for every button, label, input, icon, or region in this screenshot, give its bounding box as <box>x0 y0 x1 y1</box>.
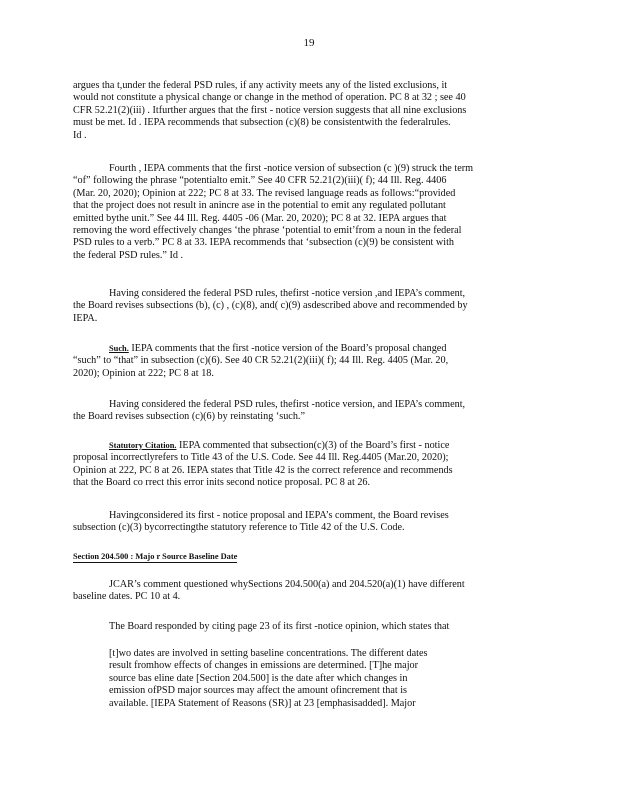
quote-line: emission ofPSD major sources may affect the amount ofincrement that is <box>109 685 408 697</box>
text-line: emitted bythe unit.” See 44 Ill. Reg. 4405 -06 (Mar. 20, 2020); PC 8 at 32. IEPA argues that <box>73 212 447 224</box>
text-line: Opinion at 222, PC 8 at 26. IEPA states that Title 42 is the correct reference and recommends <box>73 464 453 476</box>
text-line: Id . <box>73 129 87 141</box>
text-line: must be met. Id . IEPA recommends that subsection (c)(8) be consistentwith the federalrules. <box>73 117 451 129</box>
text-line: proposal incorrectlyrefers to Title 43 of the U.S. Code. See 44 Ill. Reg.4405 (Mar.20, 2020); <box>73 452 449 464</box>
text-line: baseline dates. PC 10 at 4. <box>73 591 181 603</box>
text-line: that the project does not result in anincre ase in the potential to emit any regulated pollutant <box>73 200 446 212</box>
text-line: Having considered the federal PSD rules, thefirst -notice version ,and IEPA’s comment, <box>109 288 466 299</box>
run-in-heading: Such. <box>109 344 129 353</box>
text-line: JCAR’s comment questioned whySections 204.500(a) and 204.520(a)(1) have different <box>109 579 465 590</box>
section-heading-text: Section 204.500 : Majo r Source Baseline Date <box>73 552 238 561</box>
paragraph-statutory-citation <box>73 440 541 490</box>
text-line: IEPA. <box>73 312 98 324</box>
paragraph-board-revises-1 <box>73 288 541 325</box>
text-line: “such” to “that” in subsection (c)(6). See 40 CR 52.21(2)(iii)( f); 44 Ill. Reg. 4405 (Mar. 20, <box>73 355 449 367</box>
text-line: Fourth , IEPA comments that the first -notice version of subsection (c )(9) struck the term <box>109 163 474 174</box>
paragraph-board-revises-2 <box>73 399 541 424</box>
text-run: IEPA comments that the first -notice version of the Board’s proposal changed <box>131 343 447 354</box>
paragraph-jcar <box>73 579 541 604</box>
text-line: Havingconsidered its first - notice proposal and IEPA’s comment, the Board revises <box>109 510 449 521</box>
paragraph-board-revises-3 <box>73 510 541 535</box>
quote-line: [t]wo dates are involved in setting baseline concentrations. The different dates <box>109 648 428 659</box>
block-quote <box>109 648 527 710</box>
text-line: CFR 52.21(2)(iii) . Itfurther argues that the first - notice version suggests that all nine exclusions <box>73 104 467 116</box>
text-run: IEPA commented that subsection(c)(3) of the Board’s first - notice <box>179 440 450 451</box>
quote-line: available. [IEPA Statement of Reasons (SR)] at 23 [emphasisadded]. Major <box>109 697 416 709</box>
page-number: 19 <box>303 37 315 49</box>
paragraph-board-responded <box>73 621 541 633</box>
text-line: 2020); Opinion at 222; PC 8 at 18. <box>73 367 214 379</box>
quote-line: result fromhow effects of changes in emissions are determined. [T]he major <box>109 660 419 672</box>
text-line: the Board revises subsection (c)(6) by reinstating ‘such.” <box>73 411 305 423</box>
text-line: the Board revises subsections (b), (c) , (c)(8), and( c)(9) asdescribed above and recommended by <box>73 300 468 312</box>
text-line <box>73 343 541 355</box>
run-in-heading: Statutory Citation. <box>109 441 177 450</box>
text-line: The Board responded by citing page 23 of its first -notice opinion, which states that <box>109 621 450 632</box>
text-line: removing the word effectively changes ‘the phrase ‘potential to emit’from a noun in the federal <box>73 225 462 237</box>
paragraph-exclusions <box>73 80 541 142</box>
text-line: subsection (c)(3) bycorrectingthe statutory reference to Title 42 of the U.S. Code. <box>73 522 405 534</box>
paragraph-fourth <box>73 163 541 262</box>
text-line: the federal PSD rules.” Id . <box>73 249 184 261</box>
text-line: Having considered the federal PSD rules, thefirst -notice version, and IEPA’s comment, <box>109 399 466 410</box>
paragraph-such <box>73 343 541 380</box>
text-line: PSD rules to a verb.” PC 8 at 33. IEPA recommends that ‘subsection (c)(9) be consistent with <box>73 237 455 249</box>
section-heading <box>73 551 237 563</box>
text-line: (Mar. 20, 2020); Opinion at 222; PC 8 at 33. The revised language reads as follows:“provided <box>73 187 456 199</box>
text-line: would not constitute a physical change or change in the method of operation. PC 8 at 32 ; see 40 <box>73 92 466 104</box>
text-line: argues tha t,under the federal PSD rules, if any activity meets any of the listed exclusions, it <box>73 80 448 91</box>
text-line: that the Board co rrect this error inits second notice proposal. PC 8 at 26. <box>73 477 371 489</box>
quote-line: source bas eline date [Section 204.500] is the date after which changes in <box>109 672 408 684</box>
text-line <box>73 440 541 452</box>
text-line: “of” following the phrase “potentialto emit.” See 40 CFR 52.21(2)(iii)( f); 44 Ill. Reg. 4406 <box>73 175 447 187</box>
